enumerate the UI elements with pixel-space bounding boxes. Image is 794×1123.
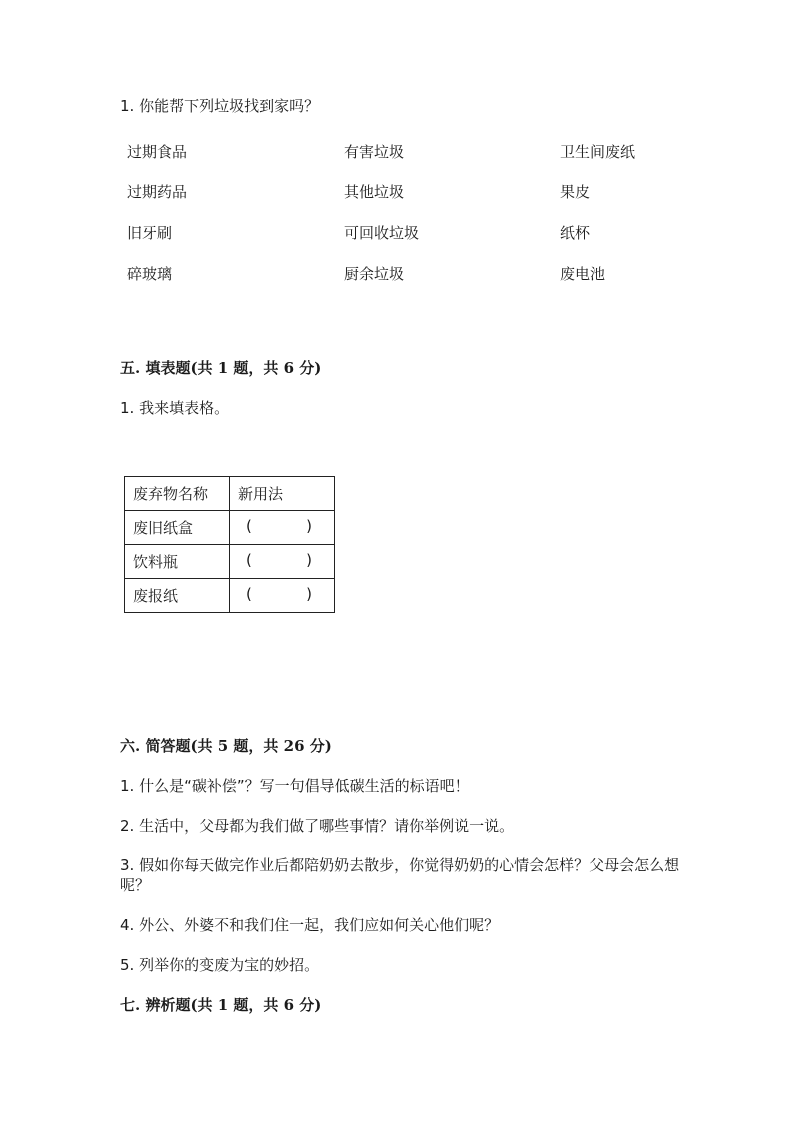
section-heading: 五. 填表题(共 1 题，共 6 分) [120,359,322,377]
matching-item: 碎玻璃 [127,265,173,283]
question-text: 4. 外公、外婆不和我们住一起，我们应如何关心他们呢？ [120,916,500,934]
fill-table [124,476,335,613]
answer-blank[interactable] [230,511,335,545]
table-cell: 废旧纸盒 [125,511,230,545]
matching-item: 其他垃圾 [344,183,405,201]
question-text: 2. 生活中，父母都为我们做了哪些事情？请你举例说一说。 [120,817,515,835]
matching-item: 厨余垃圾 [344,265,405,283]
section-heading: 六. 简答题(共 5 题，共 26 分) [120,737,332,755]
matching-item: 卫生间废纸 [560,143,636,161]
close-paren: ) [306,550,312,569]
table-row [125,511,335,545]
matching-item: 果皮 [560,183,591,201]
table-cell: 废报纸 [125,579,230,613]
close-paren: ) [306,516,312,535]
table-row [125,579,335,613]
matching-item: 废电池 [560,265,606,283]
matching-item: 过期药品 [127,183,188,201]
question-text: 3. 假如你每天做完作业后都陪奶奶去散步，你觉得奶奶的心情会怎样？父母会怎么想呢？ [120,856,680,894]
open-paren: ( [246,584,252,603]
table-header-cell: 新用法 [230,477,335,511]
table-header-row [125,477,335,511]
answer-blank[interactable] [230,545,335,579]
matching-item: 过期食品 [127,143,188,161]
matching-item: 可回收垃圾 [344,224,420,242]
question-text: 5. 列举你的变废为宝的妙招。 [120,956,320,974]
question-prompt: 1. 我来填表格。 [120,399,230,417]
open-paren: ( [246,516,252,535]
matching-item: 旧牙刷 [127,224,173,242]
table-header-cell: 废弃物名称 [125,477,230,511]
open-paren: ( [246,550,252,569]
answer-blank[interactable] [230,579,335,613]
matching-item: 纸杯 [560,224,591,242]
question-prompt: 1. 你能帮下列垃圾找到家吗？ [120,97,320,115]
table-cell: 饮料瓶 [125,545,230,579]
table-row [125,545,335,579]
question-text: 1. 什么是“碳补偿”？写一句倡导低碳生活的标语吧！ [120,777,470,795]
close-paren: ) [306,584,312,603]
section-heading: 七. 辨析题(共 1 题，共 6 分) [120,996,322,1014]
matching-item: 有害垃圾 [344,143,405,161]
